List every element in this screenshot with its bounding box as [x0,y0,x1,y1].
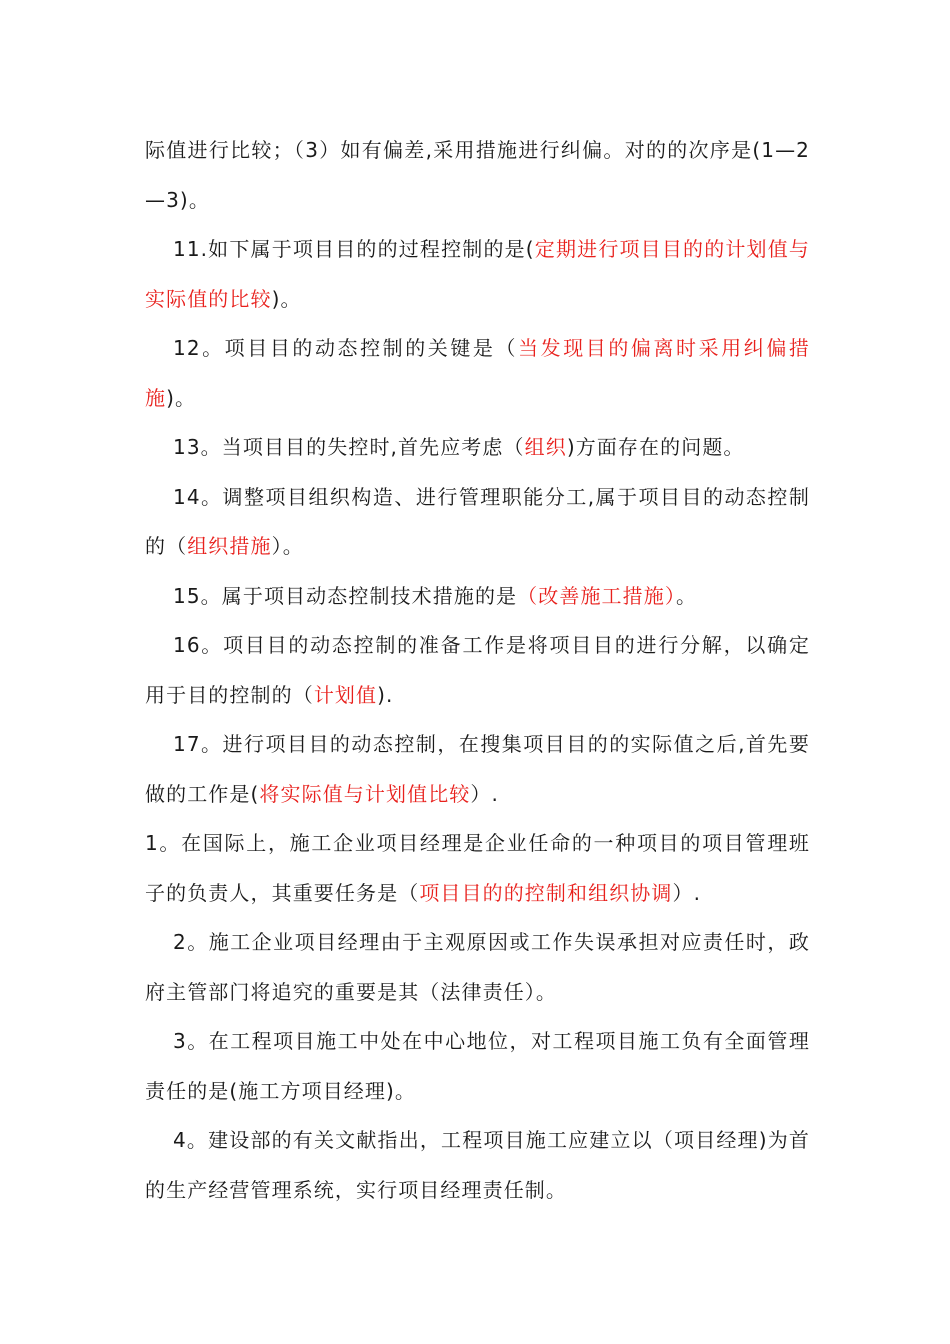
question-text: ）. [470,781,499,806]
answer-text: 项目目的的控制和组织协调 [419,880,673,905]
question-text: 17。进行项目目的动态控制，在搜集项目目的的实际值之后,首先要做的工作是( [145,732,810,806]
answer-text: 将实际值与计划值比较 [259,781,471,806]
question-text: )。 [271,286,302,311]
question-text: 12。项目目的动态控制的关键是（ [173,336,519,360]
answer-text: 定期进行项目目的的计划值与实际值的比较 [145,237,810,311]
answer-text: 组织 [524,435,567,459]
paragraph-q4 [145,1116,810,1215]
question-text: 4。建设部的有关文献指出，工程项目施工应建立以（项目经理)为首的生产经营管理系统，实行项目经理责任制。 [145,1128,810,1202]
question-text: 13。当项目目的失控时,首先应考虑（ [173,435,525,459]
question-text: ）. [672,880,702,905]
paragraph-q2 [145,918,810,1017]
answer-text: 组织措施 [187,534,272,558]
paragraph-q13 [145,423,810,473]
question-text: )方面存在的问题。 [566,435,745,459]
question-text: 1。在国际上，施工企业项目经理是企业任命的一种项目的项目管理班子的负责人，其重要任务是（ [145,831,810,905]
question-text: 2。施工企业项目经理由于主观原因或工作失误承担对应责任时，政府主管部门将追究的重要是其（法律责任）。 [145,930,810,1004]
answer-text: 计划值 [313,682,378,707]
question-text: 11.如下属于项目目的的过程控制的是( [173,237,535,261]
paragraph-q1 [145,819,810,918]
question-text: 3。在工程项目施工中处在中心地位，对工程项目施工负有全面管理责任的是(施工方项目经理)。 [145,1029,810,1103]
paragraph-q14 [145,473,810,572]
paragraph-text: 际值进行比较；（3）如有偏差,采用措施进行纠偏。对的的次序是(1—2—3)。 [145,138,810,212]
paragraph-q16 [145,621,810,720]
paragraph-q12 [145,324,810,423]
question-text: ). [377,682,394,707]
paragraph-q15 [145,572,810,622]
question-text: ）。 [271,534,304,558]
document-body [145,126,810,1215]
question-text: 。 [675,583,698,608]
paragraph-q17 [145,720,810,819]
paragraph-q11 [145,225,810,324]
answer-text: 当发现目的偏离时采用纠偏措施 [145,336,810,410]
question-text: 16。项目目的动态控制的准备工作是将项目目的进行分解，以确定用于目的控制的（ [145,633,810,707]
paragraph-continuation [145,126,810,225]
paragraph-q3 [145,1017,810,1116]
answer-text: （改善施工措施） [517,583,676,608]
question-text: )。 [166,385,197,410]
question-text: 14。调整项目组织构造、进行管理职能分工,属于项目目的动态控制的（ [145,484,810,558]
question-text: 15。属于项目动态控制技术措施的是 [173,583,518,608]
